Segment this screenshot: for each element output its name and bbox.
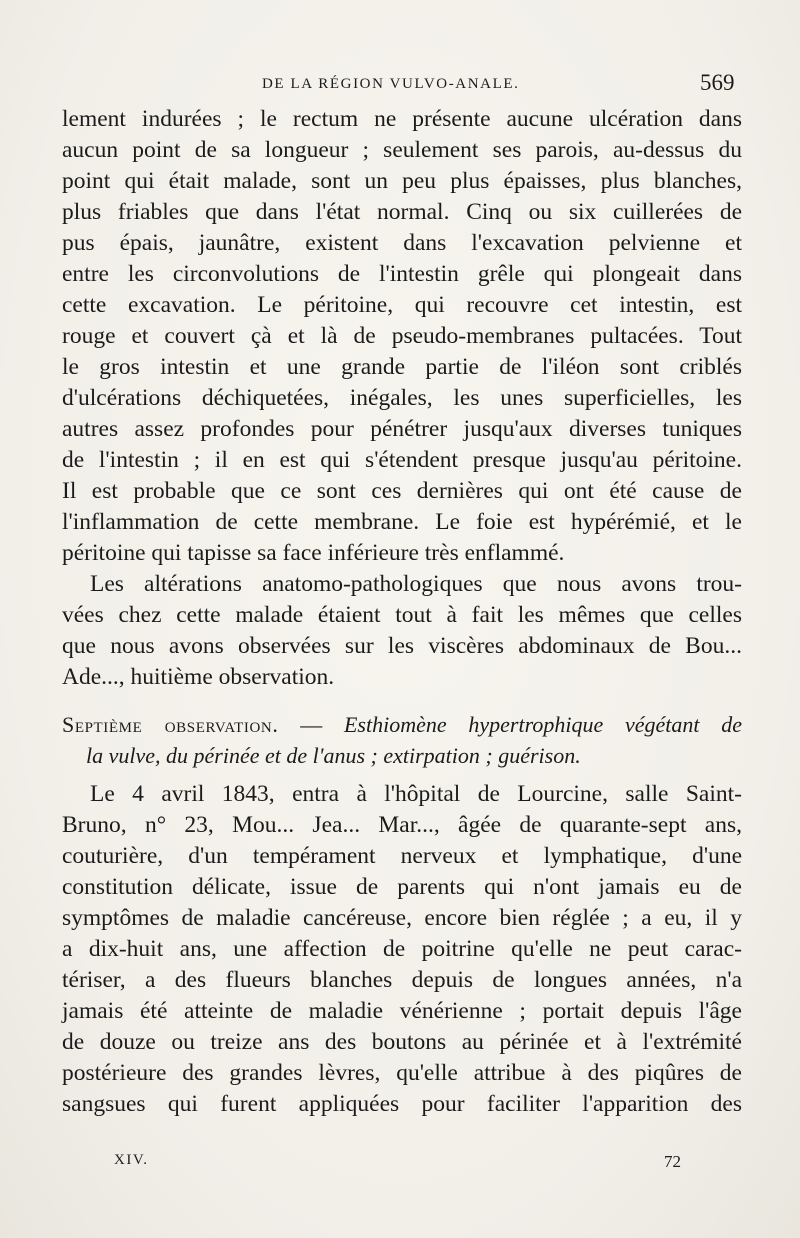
text-line: Le 4 avril 1843, entra à l'hôpital de Lourcine, salle Saint- (90, 781, 742, 807)
paragraph-2 (62, 569, 742, 693)
text-line: vées chez cette malade étaient tout à fait les mêmes que celles (62, 602, 742, 628)
section-title-part-1: Esthiomène hypertrophique végétant de (343, 712, 743, 737)
text-line: l'inflammation de cette membrane. Le foie est hypérémié, et le (62, 509, 742, 535)
text-line: tériser, a des flueurs blanches depuis de longues années, n'a (62, 967, 742, 993)
section-title-part-2: la vulve, du périnée et de l'anus ; extirpation ; guérison. (86, 743, 581, 768)
paragraph-3 (62, 779, 742, 1120)
heading-spacer (62, 771, 742, 779)
text-line: sangsues qui furent appliquées pour faciliter l'apparition des (62, 1091, 742, 1117)
body-text (62, 104, 742, 1120)
section-heading-line-1 (62, 709, 742, 740)
text-line: symptômes de maladie cancéreuse, encore bien réglée ; a eu, il y (62, 905, 742, 931)
text-line: constitution délicate, issue de parents qui n'ont jamais eu de (62, 874, 742, 900)
text-line: que nous avons observées sur les viscères abdominaux de Bou... (62, 633, 742, 659)
text-line: couturière, d'un tempérament nerveux et lymphatique, d'une (62, 843, 742, 869)
text-line: Les altérations anatomo-pathologiques que nous avons trou- (90, 571, 742, 597)
text-line: pus épais, jaunâtre, existent dans l'excavation pelvienne et (62, 230, 742, 256)
sheet-number: 72 (664, 1152, 681, 1171)
running-head (0, 70, 800, 106)
text-line: entre les circonvolutions de l'intestin grêle qui plongeait dans (62, 261, 742, 287)
text-line: a dix-huit ans, une affection de poitrine qu'elle ne peut carac- (62, 936, 742, 962)
signature-mark: XIV. (114, 1152, 149, 1168)
text-line: jamais été atteinte de maladie vénérienne ; portait depuis l'âge (62, 998, 742, 1024)
paragraph-1 (62, 104, 742, 569)
page-number: 569 (700, 70, 735, 95)
text-line: rouge et couvert çà et là de pseudo-membranes pultacées. Tout (62, 323, 742, 349)
section-heading (62, 709, 742, 771)
section-spacer (62, 693, 742, 709)
text-line: lement indurées ; le rectum ne présente aucune ulcération dans (62, 106, 742, 132)
text-line: de l'intestin ; il en est qui s'étendent presque jusqu'au péritoine. (62, 447, 742, 473)
text-line: point qui était malade, sont un peu plus épaisses, plus blanches, (62, 168, 742, 194)
section-label: Septième observation. (62, 712, 279, 737)
text-line: aucun point de sa longueur ; seulement ses parois, au-dessus du (62, 137, 742, 163)
text-line: de douze ou treize ans des boutons au périnée et à l'extrémité (62, 1029, 742, 1055)
text-line: cette excavation. Le péritoine, qui recouvre cet intestin, est (62, 292, 742, 318)
text-line: autres assez profondes pour pénétrer jusqu'aux diverses tuniques (62, 416, 742, 442)
text-line: péritoine qui tapisse sa face inférieure très enflammé. (62, 540, 565, 566)
text-line: plus friables que dans l'état normal. Cinq ou six cuillerées de (62, 199, 742, 225)
text-line: d'ulcérations déchiquetées, inégales, les unes superficielles, les (62, 385, 742, 411)
text-line: Ade..., huitième observation. (62, 664, 335, 690)
running-title: DE LA RÉGION VULVO-ANALE. (262, 76, 520, 92)
text-line: Bruno, n° 23, Mou... Jea... Mar..., âgée de quarante-sept ans, (62, 812, 742, 838)
text-line: Il est probable que ce sont ces dernières qui ont été cause de (62, 478, 742, 504)
heading-dash: — (278, 712, 344, 737)
text-line: postérieure des grandes lèvres, qu'elle attribue à des piqûres de (62, 1060, 742, 1086)
text-line: le gros intestin et une grande partie de l'iléon sont criblés (62, 354, 742, 380)
